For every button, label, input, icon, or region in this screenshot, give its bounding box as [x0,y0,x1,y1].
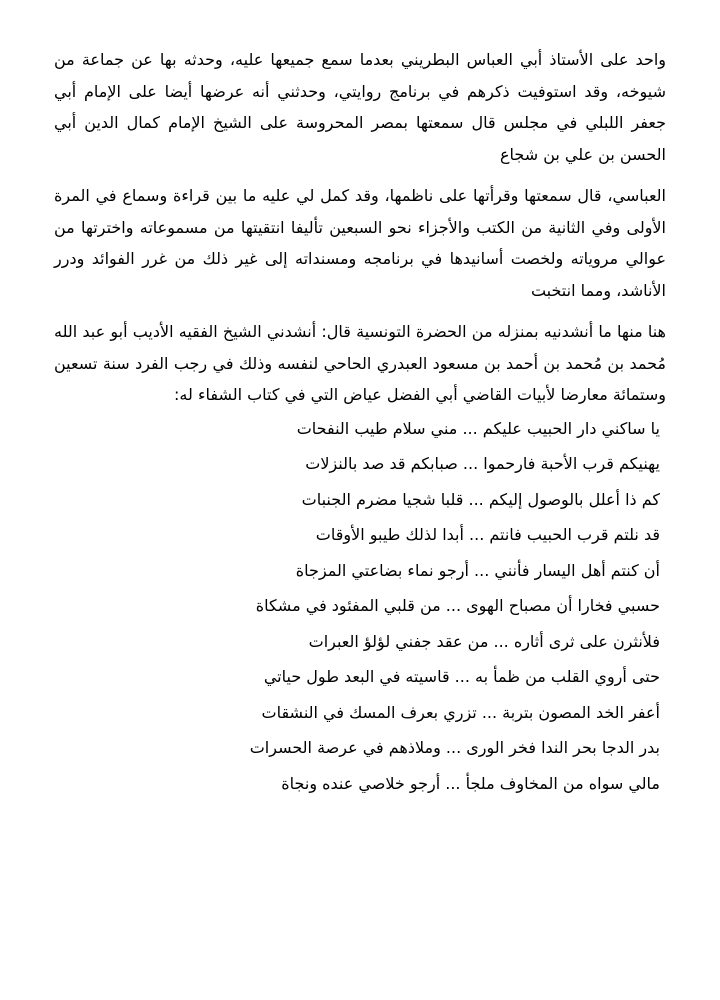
poem-verse: فلأنثرن على ثرى أثاره ... من عقد جفني لؤلؤ العبرات [308,631,660,651]
poem-verse: يهنيكم قرب الأحبة فارحموا ... صبابكم قد صد بالنزلات [305,454,660,473]
poem-verse: أن كنتم أهل اليسار فأنني ... أرجو نماء بضاعتي المزجاة [295,560,660,580]
poem-verse: مالي سواه من المخاوف ملجأ ... أرجو خلاصي عنده ونجاة [281,773,660,793]
poem-verse: بدر الدجا بحر الندا فخر الورى ... وملاذهم في عرصة الحسرات [249,738,660,757]
paragraph-3: هنا منها ما أنشدنيه بمنزله من الحضرة التونسية قال: أنشدني الشيخ الفقيه الأديب أبو عبد الله مُحمد بن مُحمد بن أحمد بن مسعود العبدري الحاحي لنفسه وذلك في رجب الفرد سنة تسعين وستمائة معارضا لأبيات القاضي أبي الفضل عياض التي في كتاب الشفاء له: [54,322,666,404]
poem [54,411,666,802]
poem-verse: يا ساكني دار الحبيب عليكم ... مني سلام طيب النفحات [296,418,660,438]
poem-verse: حسبي فخارا أن مصباح الهوى ... من قلبي المفئود في مشكاة [255,596,660,615]
poem-verse: كم ذا أعلل بالوصول إليكم ... قلبا شجيا مضرم الجنبات [301,489,660,509]
paragraph-1: واحد على الأستاذ أبي العباس البطريني بعدما سمع جميعها عليه، وحدثه بها عن جماعة من شيوخه، وقد استوفيت ذكرهم في برنامج روايتي، وحدثني أنه عرضها أيضا على الإمام أبي جعفر اللبلي في مجلس قال سمعتها بمصر المحروسة على الشيخ الإمام كمال الدين أبي الحسن بن علي بن شجاع [54,50,666,164]
poem-verse: أعفر الخد المصون بتربة ... تزري بعرف المسك في النشقات [261,702,660,722]
paragraph-2: العباسي، قال سمعتها وقرأتها على ناظمها، وقد كمل لي عليه ما بين قراءة وسماع في المرة الأولى وفي الثانية من الكتب والأجزاء نحو السبعين تأليفا انتقيتها من مسموعاته واخترتها من عوالي مروياته ولخصت أسانيدها في برنامجه ومسنداته إلى غير ذلك من غرر الفوائد ودرر الأناشد، ومما انتخبت [54,186,666,300]
poem-verse: قد نلتم قرب الحبيب فانتم ... أبدا لذلك طيبو الأوقات [315,525,660,544]
poem-verse: حتى أروي القلب من ظمأ به ... قاسيته في البعد طول حياتي [263,667,660,686]
